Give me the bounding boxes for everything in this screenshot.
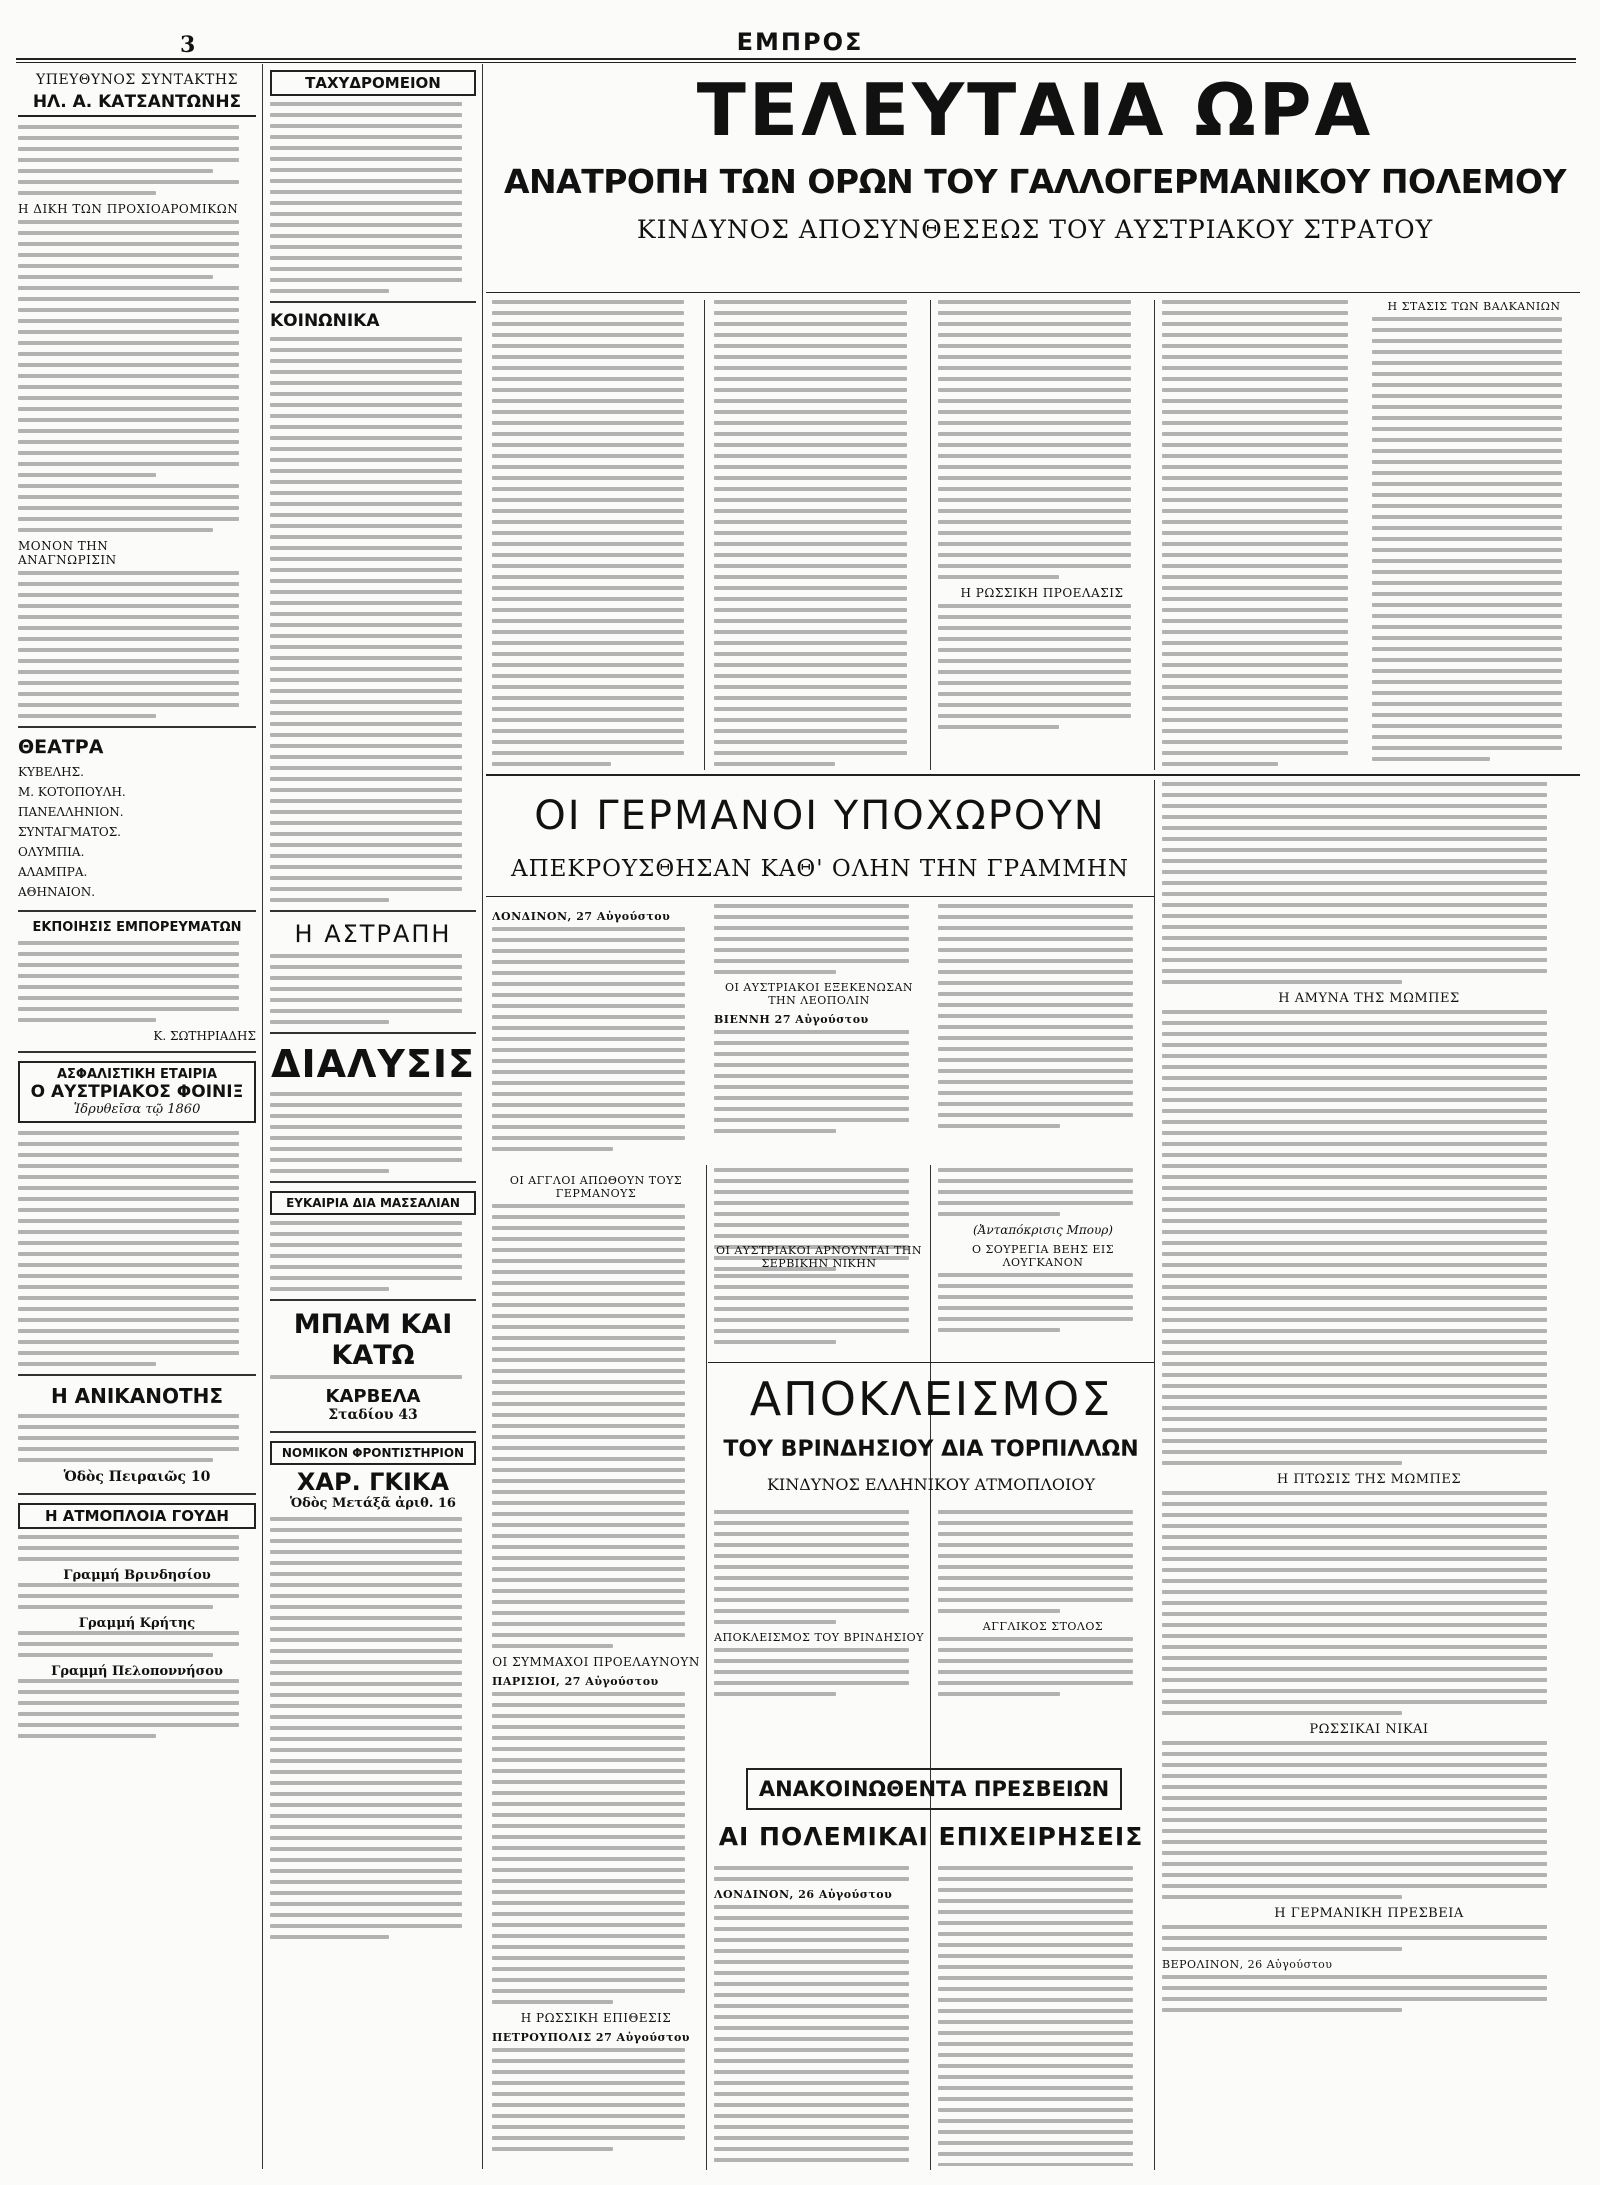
insurance-line1: ΑΣΦΑΛΙΣΤΙΚΗ ΕΤΑΙΡΙΑ [56,1067,218,1082]
insurance-ad [18,1061,256,1123]
right-column [1162,782,1576,2166]
serbian-victory-heading: ΟΙ ΑΥΣΤΡΙΑΚΟΙ ΑΡΝΟΥΝΤΑΙ ΤΗΝ ΣΕΡΒΙΚΗΝ ΝΙΚΗΝ [716,1244,922,1270]
main-headline: ΑΝΑΤΡΟΠΗ ΤΩΝ ΟΡΩΝ ΤΟΥ ΓΑΛΛΟΓΕΡΜΑΝΙΚΟΥ ΠΟΛΕΜΟΥ [504,162,1566,201]
theatre-item: ΣΥΝΤΑΓΜΑΤΟΣ. [18,825,121,839]
massalia-heading: ΕΥΚΑΙΡΙΑ ΔΙΑ ΜΑΣΣΑΛΙΑΝ [270,1191,476,1215]
germans-col-2 [714,904,924,1164]
correspondent-line: (Ἀνταπόκρισις Μπουρ) [973,1223,1113,1237]
brindisi-block-heading: ΑΠΟΚΛΕΙΣΜΟΣ ΤΟΥ ΒΡΙΝΔΗΣΙΟΥ [714,1631,924,1644]
serbs-flee-heading: Ο ΣΟΥΡΕΓΙΑ ΒΕΗΣ ΕΙΣ ΛΟΥΓΚΑΝΟΝ [971,1243,1115,1269]
banner-last-hour: ΤΕΛΕΥΤΑΙΑ ΩΡΑ [696,68,1374,152]
auction-heading: ΕΚΠΟΙΗΣΙΣ ΕΜΠΟΡΕΥΜΑΤΩΝ [32,920,242,935]
english-hunt-heading: ΟΙ ΑΓΓΛΟΙ ΑΠΩΘΟΥΝ ΤΟΥΣ ΓΕΡΜΑΝΟΥΣ [509,1174,683,1200]
route-crete: Γραμμή Κρήτης [78,1616,196,1631]
blockade-col-2 [938,1510,1148,1760]
masthead-paper-name: ΕΜΠΡΟΣ [736,28,864,56]
theatre-item: Μ. ΚΟΤΟΠΟΥΛΗ. [18,785,126,799]
lower-col-1 [492,1168,700,2166]
petersburg-dateline: ΠΕΤΡΟΥΠΟΛΙΣ 27 Αὐγούστου [492,2031,690,2044]
russian-victories-heading: ΡΩΣΣΙΚΑΙ ΝΙΚΑΙ [1309,1722,1429,1737]
social-heading: ΚΟΙΝΩΝΙΚΑ [270,311,380,331]
english-fleet-heading: ΑΓΓΛΙΚΟΣ ΣΤΟΛΟΣ [982,1620,1104,1633]
upper-col-3 [938,300,1146,770]
column-2 [270,66,476,2166]
route-brindisi: Γραμμή Βρινδησίου [63,1568,211,1583]
defense-heading: Η ΑΜΥΝΑ ΤΗΣ ΜΩΜΠΕΣ [1278,991,1460,1006]
germans-subheadline: ΑΠΕΚΡΟΥΣΘΗΣΑΝ ΚΑΘ' ΟΛΗΝ ΤΗΝ ΓΡΑΜΜΗΝ [510,856,1130,882]
blockade-col-1 [714,1510,924,1760]
page-number: 3 [180,32,196,58]
insurance-line2: Ο ΑΥΣΤΡΙΑΚΟΣ ΦΟΙΝΙΞ [30,1082,244,1102]
masthead-rule [16,58,1576,60]
berlin-dateline: ΒΕΡΟΛΙΝΟΝ, 26 Αὐγούστου [1162,1958,1333,1971]
upper-col-1 [492,300,698,770]
main-subheadline: ΚΙΝΔΥΝΟΣ ΑΠΟΣΥΝΘΕΣΕΩΣ ΤΟΥ ΑΥΣΤΡΙΑΚΟΥ ΣΤΡΑΤΟΥ [636,215,1434,244]
theatre-item: ΠΑΝΕΛΛΗΝΙΟΝ. [18,805,124,819]
astrapi-heading: Η ΑΣΤΡΑΠΗ [294,920,452,948]
balkans-heading: Η ΣΤΑΣΙΣ ΤΩΝ ΒΑΛΚΑΝΙΩΝ [1387,300,1561,313]
london-26-dateline: ΛΟΝΔΙΝΟΝ, 26 Αὐγούστου [714,1888,893,1901]
upper-col-2 [714,300,922,770]
karvela-name: ΚΑΡΒΕΛΑ [325,1386,421,1407]
column-1 [18,66,256,2166]
blockade-headline: ΑΠΟΚΛΕΙΣΜΟΣ [749,1372,1113,1426]
theatres-heading: ΘΕΑΤΡΑ [18,736,104,758]
fall-heading: Η ΠΤΩΣΙΣ ΤΗΣ ΜΩΜΠΕΣ [1276,1472,1462,1487]
blockade-subheadline: ΤΟΥ ΒΡΙΝΔΗΣΙΟΥ ΔΙΑ ΤΟΡΠΙΛΛΩΝ [723,1437,1139,1462]
insurance-founded: Ἱδρυθεῖσα τῷ 1860 [73,1102,201,1117]
law-address: Ὁδὸς Μετάξᾶ ἀριθ. 16 [290,1496,456,1511]
austrians-lvov-heading: ΟΙ ΑΥΣΤΡΙΑΚΟΙ ΕΞΕΚΕΝΩΣΑΝ ΤΗΝ ΛΕΟΠΟΛΙΝ [724,981,914,1007]
allies-advance-heading: ΟΙ ΣΥΜΜΑΧΟΙ ΠΡΟΕΛΑΥΝΟΥΝ [492,1655,700,1669]
steamship-heading: Η ΑΤΜΟΠΛΟΙΑ ΓΟΥΔΗ [18,1503,256,1529]
theatre-item: ΑΛΑΜΠΡΑ. [18,865,88,879]
editor-label: ΥΠΕΥΘΥΝΟΣ ΣΥΝΤΑΚΤΗΣ [36,72,238,88]
theatres-list [18,762,256,902]
operations-col-2 [938,1866,1148,2166]
bam-heading: ΜΠΑΜ ΚΑΙ ΚΑΤΩ [293,1309,453,1371]
serbian-victory-col [714,1238,924,1358]
blockade-subheadline-2: ΚΙΝΔΥΝΟΣ ΕΛΛΗΝΙΚΟΥ ΑΤΜΟΠΛΟΙΟΥ [766,1475,1096,1494]
theatre-item: ΚΥΒΕΛΗΣ. [18,765,84,779]
dialysis-heading: ΔΙΑΛΥΣΙΣ [271,1042,475,1086]
route-peloponnese: Γραμμή Πελοποννήσου [51,1664,223,1679]
correspondent-col [938,1168,1148,1358]
war-operations-headline: ΑΙ ΠΟΛΕΜΙΚΑΙ ΕΠΙΧΕΙΡΗΣΕΙΣ [718,1822,1144,1851]
upper-col-4 [1162,300,1576,770]
paris-dateline: ΠΑΡΙΣΙΟΙ, 27 Αὐγούστου [492,1675,659,1688]
vienna-dateline: ΒΙΕΝΝΗ 27 Αὐγούστου [714,1013,869,1026]
operations-col-1 [714,1866,924,2166]
only-recognition: ΜΟΝΟΝ ΤΗΝ ΑΝΑΓΝΩΡΙΣΙΝ [18,539,117,567]
editor-name: ΗΛ. Α. ΚΑΤΣΑΝΤΩΝΗΣ [18,92,256,117]
karvela-address: Σταδίου 43 [328,1407,418,1423]
anikanotis-address: Ὁδὸς Πειραιῶς 10 [63,1469,211,1485]
theatre-item: ΑΘΗΝΑΙΟΝ. [18,885,96,899]
german-embassy-heading: Η ΓΕΡΜΑΝΙΚΗ ΠΡΕΣΒΕΙΑ [1274,1906,1464,1921]
law-heading: ΝΟΜΙΚΟΝ ΦΡΟΝΤΙΣΤΗΡΙΟΝ [270,1441,476,1465]
anikanotis-heading: Η ΑΝΙΚΑΝΟΤΗΣ [50,1384,224,1408]
germans-col-3 [938,904,1148,1164]
russian-attack-heading: Η ΡΩΣΣΙΚΗ ΕΠΙΘΕΣΙΣ [520,2011,672,2025]
embassy-box: ΑΝΑΚΟΙΝΩΘΕΝΤΑ ΠΡΕΣΒΕΙΩΝ [746,1768,1122,1810]
theatre-item: ΟΛΥΜΠΙΑ. [18,845,85,859]
germans-headline: ΟΙ ΓΕΡΜΑΝΟΙ ΥΠΟΧΩΡΟΥΝ [534,793,1106,839]
trial-heading: Η ΔΙΚΗ ΤΩΝ ΠΡΟΧΙΟΑΡΟΜΙΚΩΝ [18,202,239,216]
germans-col-1 [492,904,700,1164]
post-heading: ΤΑΧΥΔΡΟΜΕΙΟΝ [270,70,476,96]
russian-advance-heading: Η ΡΩΣΣΙΚΗ ΠΡΟΕΛΑΣΙΣ [960,586,1124,600]
auction-signature: Κ. ΣΩΤΗΡΙΑΔΗΣ [153,1029,256,1043]
london-dateline: ΛΟΝΔΙΝΟΝ, 27 Αὐγούστου [492,910,671,923]
law-name: ΧΑΡ. ΓΚΙΚΑ [296,1468,450,1496]
